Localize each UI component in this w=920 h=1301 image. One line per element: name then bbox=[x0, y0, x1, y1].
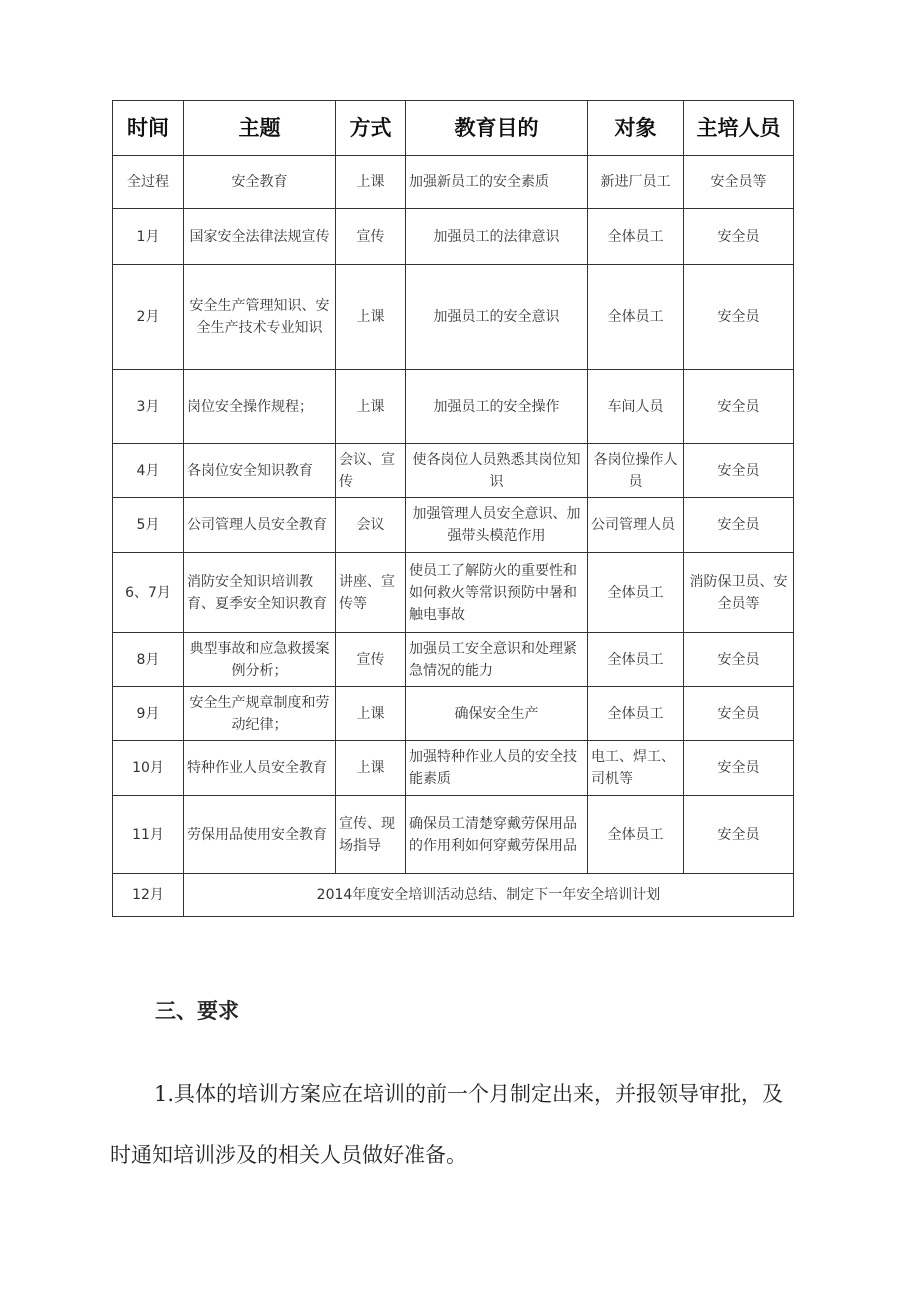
table-row bbox=[113, 553, 794, 633]
cell-target: 全体员工 bbox=[588, 553, 684, 633]
table-row bbox=[113, 874, 794, 917]
header-time: 时间 bbox=[113, 101, 184, 156]
table-row bbox=[113, 633, 794, 687]
cell-method: 上课 bbox=[336, 370, 406, 444]
cell-target: 全体员工 bbox=[588, 796, 684, 874]
table-row bbox=[113, 265, 794, 370]
header-purpose: 教育目的 bbox=[406, 101, 588, 156]
requirements-heading: 三、要求 bbox=[155, 999, 239, 1023]
requirements-paragraph: 1.具体的培训方案应在培训的前一个月制定出来，并报领导审批，及时通知培训涉及的相关人员做好准备。 bbox=[110, 1082, 784, 1167]
cell-method: 会议 bbox=[336, 498, 406, 553]
cell-target: 公司管理人员 bbox=[588, 498, 684, 553]
cell-topic: 特种作业人员安全教育 bbox=[184, 741, 336, 796]
cell-topic: 公司管理人员安全教育 bbox=[184, 498, 336, 553]
cell-time: 1月 bbox=[113, 209, 184, 265]
table-row bbox=[113, 741, 794, 796]
cell-method: 上课 bbox=[336, 741, 406, 796]
table-row bbox=[113, 370, 794, 444]
cell-target: 电工、焊工、司机等 bbox=[588, 741, 684, 796]
header-topic: 主题 bbox=[184, 101, 336, 156]
cell-time: 3月 bbox=[113, 370, 184, 444]
table-row bbox=[113, 687, 794, 741]
table-row bbox=[113, 498, 794, 553]
cell-method: 宣传、现场指导 bbox=[336, 796, 406, 874]
cell-method: 会议、宣传 bbox=[336, 444, 406, 498]
cell-topic: 劳保用品使用安全教育 bbox=[184, 796, 336, 874]
cell-time: 8月 bbox=[113, 633, 184, 687]
cell-topic: 岗位安全操作规程； bbox=[184, 370, 336, 444]
cell-trainer: 安全员 bbox=[684, 209, 794, 265]
cell-topic: 国家安全法律法规宣传 bbox=[184, 209, 336, 265]
cell-purpose: 加强员工安全意识和处理紧急情况的能力 bbox=[406, 633, 588, 687]
cell-purpose: 使各岗位人员熟悉其岗位知识 bbox=[406, 444, 588, 498]
cell-trainer: 安全员 bbox=[684, 796, 794, 874]
table-row bbox=[113, 209, 794, 265]
cell-trainer: 安全员等 bbox=[684, 156, 794, 209]
table-row bbox=[113, 796, 794, 874]
cell-purpose: 确保安全生产 bbox=[406, 687, 588, 741]
cell-topic: 典型事故和应急救援案例分析； bbox=[184, 633, 336, 687]
cell-purpose: 加强员工的安全操作 bbox=[406, 370, 588, 444]
cell-time: 全过程 bbox=[113, 156, 184, 209]
table-row bbox=[113, 156, 794, 209]
cell-topic: 消防安全知识培训教育、夏季安全知识教育 bbox=[184, 553, 336, 633]
cell-purpose: 加强员工的法律意识 bbox=[406, 209, 588, 265]
cell-purpose: 加强员工的安全意识 bbox=[406, 265, 588, 370]
cell-time: 2月 bbox=[113, 265, 184, 370]
table-header-row bbox=[113, 101, 794, 156]
cell-method: 宣传 bbox=[336, 633, 406, 687]
cell-topic: 安全生产管理知识、安全生产技术专业知识 bbox=[184, 265, 336, 370]
cell-target: 全体员工 bbox=[588, 687, 684, 741]
training-plan-table bbox=[112, 100, 794, 917]
cell-time: 11月 bbox=[113, 796, 184, 874]
cell-trainer: 安全员 bbox=[684, 498, 794, 553]
cell-time: 10月 bbox=[113, 741, 184, 796]
cell-purpose: 使员工了解防火的重要性和如何救火等常识预防中暑和触电事故 bbox=[406, 553, 588, 633]
cell-target: 车间人员 bbox=[588, 370, 684, 444]
cell-purpose: 确保员工清楚穿戴劳保用品的作用利如何穿戴劳保用品 bbox=[406, 796, 588, 874]
cell-purpose: 加强管理人员安全意识、加强带头模范作用 bbox=[406, 498, 588, 553]
cell-time: 6、7月 bbox=[113, 553, 184, 633]
cell-time: 12月 bbox=[113, 874, 184, 917]
cell-trainer: 安全员 bbox=[684, 265, 794, 370]
header-trainer: 主培人员 bbox=[684, 101, 794, 156]
cell-purpose: 加强新员工的安全素质 bbox=[406, 156, 588, 209]
cell-target: 各岗位操作人员 bbox=[588, 444, 684, 498]
table-row bbox=[113, 444, 794, 498]
cell-trainer: 安全员 bbox=[684, 633, 794, 687]
cell-purpose: 加强特种作业人员的安全技能素质 bbox=[406, 741, 588, 796]
cell-trainer: 安全员 bbox=[684, 687, 794, 741]
cell-time: 4月 bbox=[113, 444, 184, 498]
cell-method: 宣传 bbox=[336, 209, 406, 265]
cell-trainer: 消防保卫员、安全员等 bbox=[684, 553, 794, 633]
cell-target: 新进厂员工 bbox=[588, 156, 684, 209]
cell-time: 9月 bbox=[113, 687, 184, 741]
cell-summary: 2014年度安全培训活动总结、制定下一年安全培训计划 bbox=[184, 874, 794, 917]
cell-trainer: 安全员 bbox=[684, 444, 794, 498]
cell-trainer: 安全员 bbox=[684, 741, 794, 796]
cell-trainer: 安全员 bbox=[684, 370, 794, 444]
cell-topic: 安全教育 bbox=[184, 156, 336, 209]
cell-method: 讲座、宣传等 bbox=[336, 553, 406, 633]
header-target: 对象 bbox=[588, 101, 684, 156]
header-method: 方式 bbox=[336, 101, 406, 156]
cell-topic: 各岗位安全知识教育 bbox=[184, 444, 336, 498]
cell-method: 上课 bbox=[336, 687, 406, 741]
cell-time: 5月 bbox=[113, 498, 184, 553]
cell-topic: 安全生产规章制度和劳动纪律； bbox=[184, 687, 336, 741]
cell-method: 上课 bbox=[336, 156, 406, 209]
cell-target: 全体员工 bbox=[588, 265, 684, 370]
cell-target: 全体员工 bbox=[588, 633, 684, 687]
cell-method: 上课 bbox=[336, 265, 406, 370]
cell-target: 全体员工 bbox=[588, 209, 684, 265]
